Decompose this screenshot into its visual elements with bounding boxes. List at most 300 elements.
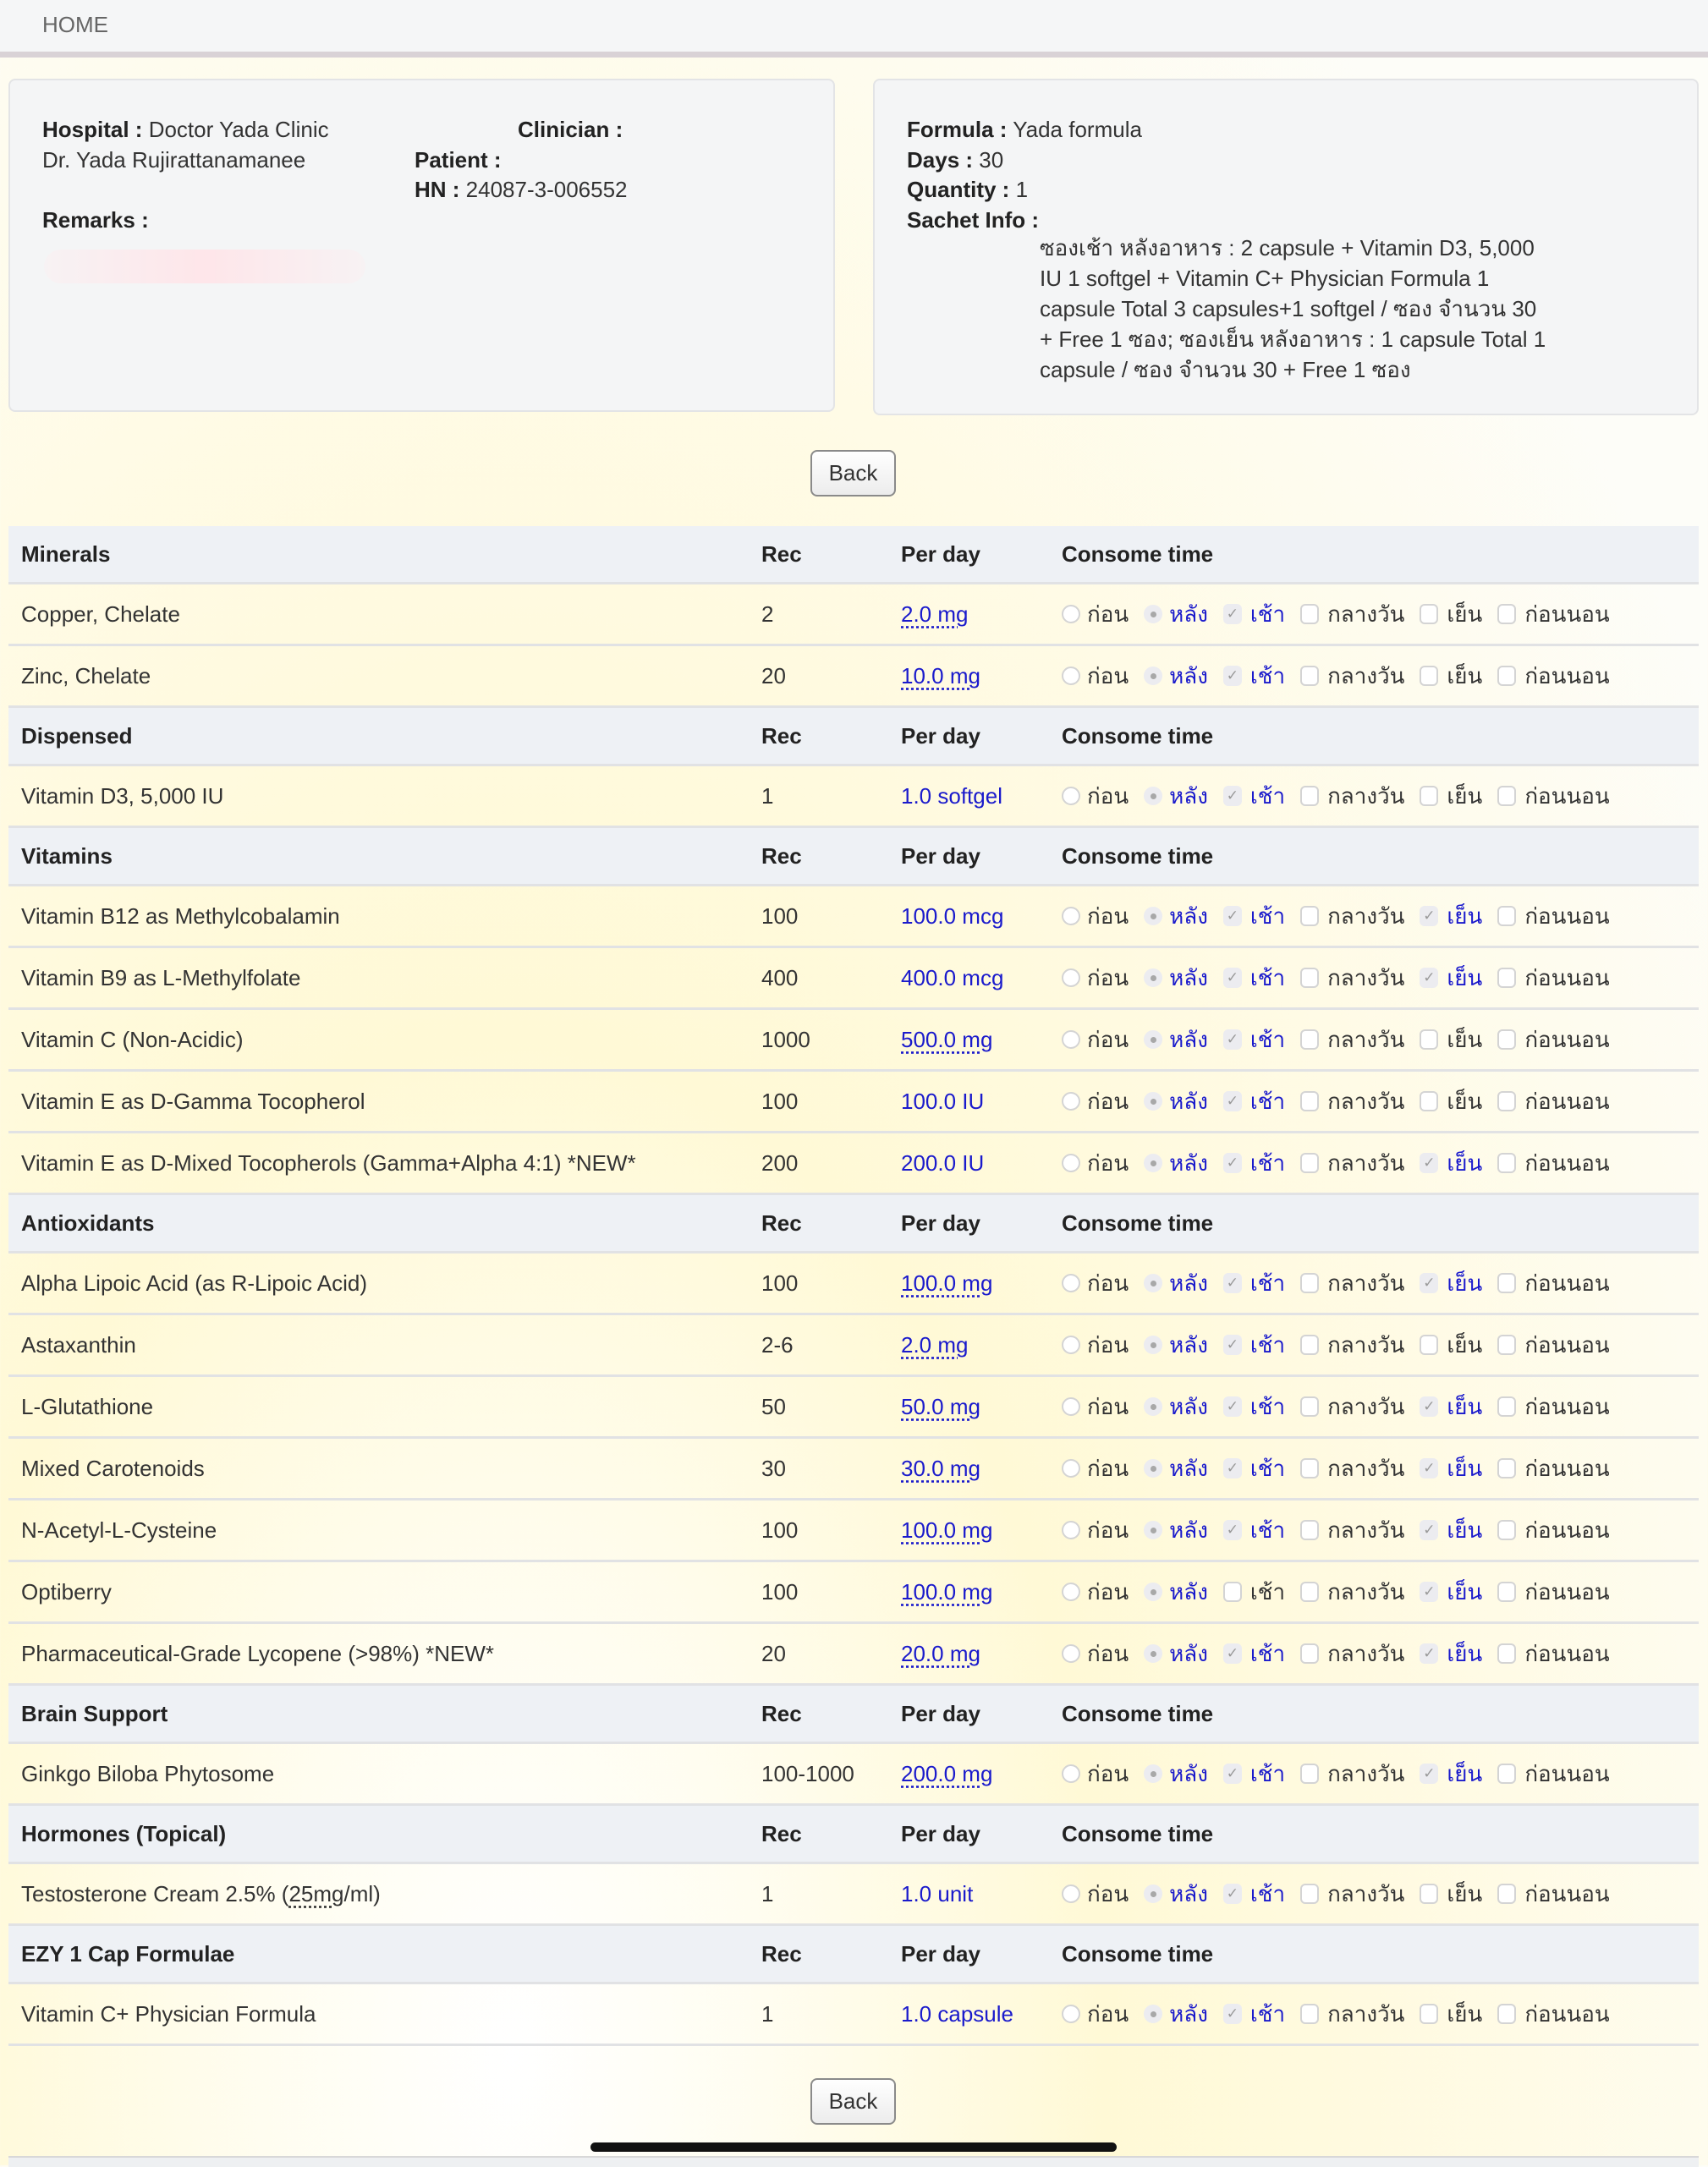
item-name: Copper, Chelate bbox=[8, 584, 761, 645]
option-before[interactable] bbox=[1062, 961, 1129, 996]
checkbox-morning-icon[interactable]: ✓ bbox=[1223, 666, 1242, 686]
radio-after-icon[interactable] bbox=[1144, 1459, 1162, 1478]
home-link[interactable]: HOME bbox=[42, 12, 108, 37]
option-morning[interactable] bbox=[1223, 1637, 1285, 1671]
radio-after-icon[interactable] bbox=[1144, 2005, 1162, 2023]
option-before[interactable] bbox=[1062, 1757, 1129, 1791]
checkbox-noon-icon[interactable] bbox=[1300, 1884, 1319, 1904]
option-evening[interactable] bbox=[1420, 1575, 1482, 1610]
radio-after-icon[interactable] bbox=[1144, 1030, 1162, 1049]
option-bedtime[interactable] bbox=[1497, 1877, 1609, 1912]
option-before[interactable] bbox=[1062, 1451, 1129, 1486]
checkbox-evening-icon[interactable]: ✓ bbox=[1420, 968, 1438, 988]
item-per-day-cell bbox=[901, 1983, 1062, 2045]
option-after[interactable] bbox=[1144, 961, 1208, 996]
option-morning[interactable] bbox=[1223, 1084, 1285, 1119]
option-noon-label: กลางวัน bbox=[1327, 662, 1405, 689]
checkbox-bedtime-icon[interactable] bbox=[1497, 666, 1516, 686]
checkbox-noon-icon[interactable] bbox=[1300, 1091, 1319, 1111]
option-bedtime[interactable] bbox=[1497, 779, 1609, 814]
column-header-rec: Rec bbox=[761, 1805, 901, 1863]
checkbox-bedtime-icon[interactable] bbox=[1497, 1764, 1516, 1784]
checkbox-noon-icon[interactable] bbox=[1300, 604, 1319, 624]
section-header-row bbox=[8, 707, 1699, 765]
section-title: Vitamins bbox=[8, 827, 761, 886]
checkbox-bedtime-icon[interactable] bbox=[1497, 1153, 1516, 1173]
option-morning[interactable] bbox=[1223, 1328, 1285, 1363]
option-after[interactable] bbox=[1144, 1328, 1208, 1363]
option-morning[interactable] bbox=[1223, 1146, 1285, 1181]
option-bedtime[interactable] bbox=[1497, 1997, 1609, 2032]
item-per-day[interactable]: 100.0 mg bbox=[901, 1270, 993, 1296]
checkbox-evening-icon[interactable]: ✓ bbox=[1420, 1396, 1438, 1417]
radio-before-icon[interactable] bbox=[1062, 605, 1080, 623]
option-after[interactable] bbox=[1144, 1146, 1208, 1181]
checkbox-morning-icon[interactable]: ✓ bbox=[1223, 1458, 1242, 1478]
option-after-label: หลัง bbox=[1169, 1880, 1208, 1906]
radio-after-icon[interactable] bbox=[1144, 1274, 1162, 1292]
option-evening[interactable] bbox=[1420, 1146, 1482, 1181]
table-row bbox=[8, 886, 1699, 947]
option-evening-label: เย็น bbox=[1447, 1455, 1483, 1481]
option-noon[interactable] bbox=[1300, 1390, 1404, 1424]
option-noon[interactable] bbox=[1300, 1877, 1404, 1912]
radio-before-icon[interactable] bbox=[1062, 907, 1080, 925]
checkbox-evening-icon[interactable]: ✓ bbox=[1420, 1643, 1438, 1664]
checkbox-evening-icon[interactable] bbox=[1420, 1091, 1438, 1111]
checkbox-morning-icon[interactable]: ✓ bbox=[1223, 1764, 1242, 1784]
option-before[interactable] bbox=[1062, 1513, 1129, 1548]
item-name-prefix: Testosterone Cream 2.5% ( bbox=[21, 1880, 289, 1906]
option-bedtime[interactable] bbox=[1497, 1637, 1609, 1671]
radio-after-icon[interactable] bbox=[1144, 1583, 1162, 1601]
option-noon-label: กลางวัน bbox=[1327, 1088, 1405, 1114]
option-morning[interactable] bbox=[1223, 1266, 1285, 1301]
radio-before-icon[interactable] bbox=[1062, 1336, 1080, 1354]
checkbox-morning-icon[interactable]: ✓ bbox=[1223, 968, 1242, 988]
radio-before-icon[interactable] bbox=[1062, 1154, 1080, 1172]
item-per-day[interactable]: 20.0 mg bbox=[901, 1640, 980, 1666]
option-morning[interactable] bbox=[1223, 1757, 1285, 1791]
radio-after-icon[interactable] bbox=[1144, 1397, 1162, 1416]
checkbox-evening-icon[interactable] bbox=[1420, 2004, 1438, 2024]
option-before[interactable] bbox=[1062, 779, 1129, 814]
checkbox-morning-icon[interactable]: ✓ bbox=[1223, 1396, 1242, 1417]
patient-field bbox=[415, 145, 502, 175]
option-after-label: หลัง bbox=[1169, 662, 1208, 689]
option-before[interactable] bbox=[1062, 597, 1129, 632]
option-noon-label: กลางวัน bbox=[1327, 902, 1405, 929]
option-morning[interactable] bbox=[1223, 1390, 1285, 1424]
radio-after-icon[interactable] bbox=[1144, 1644, 1162, 1663]
checkbox-morning-icon[interactable]: ✓ bbox=[1223, 2004, 1242, 2024]
option-morning-label: เช้า bbox=[1249, 1088, 1286, 1114]
radio-before-icon[interactable] bbox=[1062, 2005, 1080, 2023]
consume-time-options bbox=[1062, 1390, 1699, 1424]
checkbox-bedtime-icon[interactable] bbox=[1497, 1458, 1516, 1478]
checkbox-bedtime-icon[interactable] bbox=[1497, 1029, 1516, 1050]
days-label: Days : bbox=[907, 147, 974, 173]
checkbox-morning-icon[interactable]: ✓ bbox=[1223, 1643, 1242, 1664]
checkbox-noon-icon[interactable] bbox=[1300, 1396, 1319, 1417]
option-noon[interactable] bbox=[1300, 1023, 1404, 1057]
option-bedtime[interactable] bbox=[1497, 1328, 1609, 1363]
column-header-consume-time: Consome time bbox=[1062, 1194, 1699, 1253]
option-bedtime[interactable] bbox=[1497, 1266, 1609, 1301]
option-morning[interactable] bbox=[1223, 899, 1285, 934]
checkbox-noon-icon[interactable] bbox=[1300, 1520, 1319, 1540]
item-per-day-cell bbox=[901, 1561, 1062, 1623]
checkbox-morning-icon[interactable]: ✓ bbox=[1223, 1153, 1242, 1173]
checkbox-bedtime-icon[interactable] bbox=[1497, 1273, 1516, 1293]
checkbox-noon-icon[interactable] bbox=[1300, 1029, 1319, 1050]
option-bedtime[interactable] bbox=[1497, 1451, 1609, 1486]
option-before[interactable] bbox=[1062, 1084, 1129, 1119]
checkbox-morning-icon[interactable] bbox=[1223, 1582, 1242, 1602]
item-consume-time bbox=[1062, 765, 1699, 827]
option-morning[interactable] bbox=[1223, 1575, 1285, 1610]
checkbox-evening-icon[interactable]: ✓ bbox=[1420, 1273, 1438, 1293]
checkbox-evening-icon[interactable] bbox=[1420, 604, 1438, 624]
option-bedtime-label: ก่อนนอน bbox=[1524, 902, 1610, 929]
radio-before-icon[interactable] bbox=[1062, 1583, 1080, 1601]
top-nav-bar bbox=[0, 0, 1708, 58]
checkbox-bedtime-icon[interactable] bbox=[1497, 968, 1516, 988]
option-after[interactable] bbox=[1144, 1513, 1208, 1548]
checkbox-evening-icon[interactable]: ✓ bbox=[1420, 1520, 1438, 1540]
checkbox-evening-icon[interactable] bbox=[1420, 1884, 1438, 1904]
option-before[interactable] bbox=[1062, 1575, 1129, 1610]
option-evening-label: เย็น bbox=[1447, 662, 1483, 689]
option-noon[interactable] bbox=[1300, 659, 1404, 694]
option-bedtime-label: ก่อนนอน bbox=[1524, 1026, 1610, 1052]
item-rec: 100 bbox=[761, 1253, 901, 1314]
option-after[interactable] bbox=[1144, 779, 1208, 814]
option-bedtime[interactable] bbox=[1497, 899, 1609, 934]
checkbox-morning-icon[interactable]: ✓ bbox=[1223, 906, 1242, 926]
checkbox-noon-icon[interactable] bbox=[1300, 1458, 1319, 1478]
checkbox-evening-icon[interactable]: ✓ bbox=[1420, 1764, 1438, 1784]
item-name: Vitamin E as D-Mixed Tocopherols (Gamma+Alpha 4:1) *NEW* bbox=[8, 1133, 761, 1194]
section-title: Antioxidants bbox=[8, 1194, 761, 1253]
option-after[interactable] bbox=[1144, 1575, 1208, 1610]
option-before-label: ก่อน bbox=[1087, 1760, 1129, 1786]
radio-before-icon[interactable] bbox=[1062, 1030, 1080, 1049]
radio-after-icon[interactable] bbox=[1144, 968, 1162, 987]
checkbox-evening-icon[interactable] bbox=[1420, 786, 1438, 806]
radio-before-icon[interactable] bbox=[1062, 1397, 1080, 1416]
option-morning[interactable] bbox=[1223, 1451, 1285, 1486]
option-after[interactable] bbox=[1144, 597, 1208, 632]
option-evening[interactable] bbox=[1420, 1390, 1482, 1424]
checkbox-noon-icon[interactable] bbox=[1300, 2004, 1319, 2024]
option-after[interactable] bbox=[1144, 1637, 1208, 1671]
radio-after-icon[interactable] bbox=[1144, 1884, 1162, 1903]
option-noon[interactable] bbox=[1300, 1575, 1404, 1610]
radio-before-icon[interactable] bbox=[1062, 1764, 1080, 1783]
radio-after-icon[interactable] bbox=[1144, 1764, 1162, 1783]
option-evening[interactable] bbox=[1420, 1513, 1482, 1548]
checkbox-noon-icon[interactable] bbox=[1300, 1153, 1319, 1173]
option-morning[interactable] bbox=[1223, 1023, 1285, 1057]
checkbox-noon-icon[interactable] bbox=[1300, 1273, 1319, 1293]
item-per-day[interactable]: 10.0 mg bbox=[901, 662, 980, 689]
item-name: Vitamin B9 as L-Methylfolate bbox=[8, 947, 761, 1009]
option-before[interactable] bbox=[1062, 899, 1129, 934]
radio-before-icon[interactable] bbox=[1062, 1274, 1080, 1292]
option-before[interactable] bbox=[1062, 1146, 1129, 1181]
option-before[interactable] bbox=[1062, 1390, 1129, 1424]
back-button-top[interactable]: Back bbox=[810, 450, 896, 496]
item-per-day[interactable]: 1.0 softgel bbox=[901, 782, 1002, 809]
option-evening[interactable] bbox=[1420, 1023, 1482, 1057]
option-after[interactable] bbox=[1144, 899, 1208, 934]
option-before[interactable] bbox=[1062, 1997, 1129, 2032]
consume-time-options bbox=[1062, 1513, 1699, 1548]
checkbox-evening-icon[interactable]: ✓ bbox=[1420, 1582, 1438, 1602]
checkbox-morning-icon[interactable]: ✓ bbox=[1223, 1884, 1242, 1904]
option-before[interactable] bbox=[1062, 1328, 1129, 1363]
column-header-rec: Rec bbox=[761, 827, 901, 886]
radio-after-icon[interactable] bbox=[1144, 787, 1162, 805]
sachet-value: ซองเช้า หลังอาหาร : 2 capsule + Vitamin D3, 5,000 IU 1 softgel + Vitamin C+ Physician Formula 1 capsule Total 3 capsules+1 softgel / ซอง จำนวน 30 + Free 1 ซอง; ซองเย็น หลังอาหาร : 1 capsule Total 1 capsule / ซอง จำนวน 30 + Free 1 ซอง bbox=[1040, 235, 1546, 382]
option-after-label: หลัง bbox=[1169, 1149, 1208, 1176]
radio-before-icon[interactable] bbox=[1062, 968, 1080, 987]
radio-after-icon[interactable] bbox=[1144, 1092, 1162, 1111]
option-evening[interactable] bbox=[1420, 659, 1482, 694]
option-bedtime-label: ก่อนนอน bbox=[1524, 1393, 1610, 1419]
option-bedtime[interactable] bbox=[1497, 597, 1609, 632]
option-bedtime[interactable] bbox=[1497, 1757, 1609, 1791]
option-evening[interactable] bbox=[1420, 1997, 1482, 2032]
radio-before-icon[interactable] bbox=[1062, 1521, 1080, 1539]
item-consume-time bbox=[1062, 1743, 1699, 1805]
radio-after-icon[interactable] bbox=[1144, 1521, 1162, 1539]
option-bedtime[interactable] bbox=[1497, 1513, 1609, 1548]
option-morning[interactable] bbox=[1223, 1997, 1285, 2032]
radio-after-icon[interactable] bbox=[1144, 1336, 1162, 1354]
option-before[interactable] bbox=[1062, 1266, 1129, 1301]
checkbox-morning-icon[interactable]: ✓ bbox=[1223, 604, 1242, 624]
option-evening[interactable] bbox=[1420, 1084, 1482, 1119]
radio-after-icon[interactable] bbox=[1144, 907, 1162, 925]
option-after[interactable] bbox=[1144, 1023, 1208, 1057]
option-morning[interactable] bbox=[1223, 779, 1285, 814]
radio-before-icon[interactable] bbox=[1062, 667, 1080, 685]
item-per-day[interactable]: 500.0 mg bbox=[901, 1026, 993, 1052]
quantity-field bbox=[907, 174, 1028, 205]
column-header-rec: Rec bbox=[761, 707, 901, 765]
item-per-day[interactable]: 50.0 mg bbox=[901, 1393, 980, 1419]
item-per-day[interactable]: 1.0 unit bbox=[901, 1880, 974, 1906]
item-per-day[interactable]: 30.0 mg bbox=[901, 1455, 980, 1481]
option-morning[interactable] bbox=[1223, 597, 1285, 632]
option-after[interactable] bbox=[1144, 1757, 1208, 1791]
item-per-day[interactable]: 100.0 mg bbox=[901, 1578, 993, 1605]
item-rec: 30 bbox=[761, 1438, 901, 1500]
option-before[interactable] bbox=[1062, 1877, 1129, 1912]
checkbox-morning-icon[interactable]: ✓ bbox=[1223, 1520, 1242, 1540]
checkbox-evening-icon[interactable] bbox=[1420, 666, 1438, 686]
checkbox-evening-icon[interactable]: ✓ bbox=[1420, 1458, 1438, 1478]
checkbox-bedtime-icon[interactable] bbox=[1497, 1091, 1516, 1111]
item-per-day[interactable]: 100.0 mg bbox=[901, 1517, 993, 1543]
table-row bbox=[8, 645, 1699, 707]
checkbox-noon-icon[interactable] bbox=[1300, 968, 1319, 988]
option-morning-label: เช้า bbox=[1249, 601, 1286, 627]
checkbox-evening-icon[interactable] bbox=[1420, 1335, 1438, 1355]
option-after[interactable] bbox=[1144, 1390, 1208, 1424]
option-noon[interactable] bbox=[1300, 1084, 1404, 1119]
option-morning[interactable] bbox=[1223, 961, 1285, 996]
option-bedtime[interactable] bbox=[1497, 659, 1609, 694]
checkbox-evening-icon[interactable]: ✓ bbox=[1420, 1153, 1438, 1173]
checkbox-bedtime-icon[interactable] bbox=[1497, 786, 1516, 806]
sachet-label: Sachet Info : bbox=[907, 207, 1040, 233]
option-morning-label: เช้า bbox=[1249, 1760, 1286, 1786]
option-morning[interactable] bbox=[1223, 1877, 1285, 1912]
option-after[interactable] bbox=[1144, 1266, 1208, 1301]
radio-before-icon[interactable] bbox=[1062, 787, 1080, 805]
item-rec: 1 bbox=[761, 1863, 901, 1925]
option-morning[interactable] bbox=[1223, 1513, 1285, 1548]
item-name: Zinc, Chelate bbox=[8, 645, 761, 707]
option-evening[interactable] bbox=[1420, 597, 1482, 632]
option-noon[interactable] bbox=[1300, 1266, 1404, 1301]
radio-after-icon[interactable] bbox=[1144, 605, 1162, 623]
option-bedtime[interactable] bbox=[1497, 1575, 1609, 1610]
option-noon[interactable] bbox=[1300, 961, 1404, 996]
option-evening[interactable] bbox=[1420, 1637, 1482, 1671]
item-per-day[interactable]: 2.0 mg bbox=[901, 601, 969, 627]
radio-after-icon[interactable] bbox=[1144, 667, 1162, 685]
option-noon[interactable] bbox=[1300, 899, 1404, 934]
checkbox-noon-icon[interactable] bbox=[1300, 1582, 1319, 1602]
option-noon[interactable] bbox=[1300, 1451, 1404, 1486]
item-consume-time bbox=[1062, 1376, 1699, 1438]
checkbox-noon-icon[interactable] bbox=[1300, 786, 1319, 806]
option-bedtime[interactable] bbox=[1497, 1146, 1609, 1181]
item-per-day[interactable]: 1.0 capsule bbox=[901, 2000, 1013, 2027]
option-noon[interactable] bbox=[1300, 1513, 1404, 1548]
option-after[interactable] bbox=[1144, 1877, 1208, 1912]
item-per-day[interactable]: 200.0 mg bbox=[901, 1760, 993, 1786]
checkbox-noon-icon[interactable] bbox=[1300, 906, 1319, 926]
option-after[interactable] bbox=[1144, 1997, 1208, 2032]
option-morning[interactable] bbox=[1223, 659, 1285, 694]
option-evening[interactable] bbox=[1420, 779, 1482, 814]
checkbox-bedtime-icon[interactable] bbox=[1497, 1520, 1516, 1540]
item-name: Vitamin C (Non-Acidic) bbox=[8, 1009, 761, 1071]
option-evening-label: เย็น bbox=[1447, 1088, 1483, 1114]
option-noon[interactable] bbox=[1300, 1146, 1404, 1181]
back-button-bottom[interactable]: Back bbox=[810, 2078, 896, 2125]
option-evening[interactable] bbox=[1420, 1877, 1482, 1912]
item-per-day[interactable]: 2.0 mg bbox=[901, 1331, 969, 1358]
checkbox-bedtime-icon[interactable] bbox=[1497, 1643, 1516, 1664]
option-before[interactable] bbox=[1062, 1637, 1129, 1671]
item-per-day[interactable]: 100.0 mcg bbox=[901, 902, 1004, 929]
option-bedtime[interactable] bbox=[1497, 1390, 1609, 1424]
checkbox-bedtime-icon[interactable] bbox=[1497, 604, 1516, 624]
option-noon[interactable] bbox=[1300, 597, 1404, 632]
column-header-consume-time: Consome time bbox=[1062, 1685, 1699, 1743]
checkbox-noon-icon[interactable] bbox=[1300, 1335, 1319, 1355]
checkbox-morning-icon[interactable]: ✓ bbox=[1223, 786, 1242, 806]
item-per-day-cell bbox=[901, 1133, 1062, 1194]
option-evening[interactable] bbox=[1420, 1757, 1482, 1791]
radio-before-icon[interactable] bbox=[1062, 1092, 1080, 1111]
option-bedtime[interactable] bbox=[1497, 1023, 1609, 1057]
item-consume-time bbox=[1062, 584, 1699, 645]
checkbox-morning-icon[interactable]: ✓ bbox=[1223, 1029, 1242, 1050]
option-after-label: หลัง bbox=[1169, 1331, 1208, 1358]
checkbox-morning-icon[interactable]: ✓ bbox=[1223, 1335, 1242, 1355]
option-after[interactable] bbox=[1144, 659, 1208, 694]
checkbox-bedtime-icon[interactable] bbox=[1497, 1396, 1516, 1417]
consume-time-options bbox=[1062, 1451, 1699, 1486]
radio-before-icon[interactable] bbox=[1062, 1644, 1080, 1663]
radio-before-icon[interactable] bbox=[1062, 1459, 1080, 1478]
column-header-rec: Rec bbox=[761, 1194, 901, 1253]
radio-after-icon[interactable] bbox=[1144, 1154, 1162, 1172]
option-after[interactable] bbox=[1144, 1451, 1208, 1486]
option-morning-label: เช้า bbox=[1249, 1880, 1286, 1906]
checkbox-noon-icon[interactable] bbox=[1300, 1764, 1319, 1784]
radio-before-icon[interactable] bbox=[1062, 1884, 1080, 1903]
table-row bbox=[8, 584, 1699, 645]
option-after-label: หลัง bbox=[1169, 1578, 1208, 1605]
checkbox-evening-icon[interactable] bbox=[1420, 1029, 1438, 1050]
option-evening[interactable] bbox=[1420, 1328, 1482, 1363]
item-per-day[interactable]: 400.0 mcg bbox=[901, 964, 1004, 990]
checkbox-bedtime-icon[interactable] bbox=[1497, 1582, 1516, 1602]
checkbox-morning-icon[interactable]: ✓ bbox=[1223, 1273, 1242, 1293]
option-evening[interactable] bbox=[1420, 1451, 1482, 1486]
option-noon[interactable] bbox=[1300, 779, 1404, 814]
option-noon[interactable] bbox=[1300, 1328, 1404, 1363]
option-evening[interactable] bbox=[1420, 899, 1482, 934]
consume-time-options bbox=[1062, 659, 1699, 694]
checkbox-morning-icon[interactable]: ✓ bbox=[1223, 1091, 1242, 1111]
option-noon[interactable] bbox=[1300, 1757, 1404, 1791]
option-bedtime[interactable] bbox=[1497, 1084, 1609, 1119]
checkbox-bedtime-icon[interactable] bbox=[1497, 2004, 1516, 2024]
item-per-day-cell bbox=[901, 1863, 1062, 1925]
checkbox-noon-icon[interactable] bbox=[1300, 1643, 1319, 1664]
section-header-row bbox=[8, 1194, 1699, 1253]
option-evening[interactable] bbox=[1420, 961, 1482, 996]
option-before[interactable] bbox=[1062, 659, 1129, 694]
checkbox-bedtime-icon[interactable] bbox=[1497, 1884, 1516, 1904]
option-bedtime[interactable] bbox=[1497, 961, 1609, 996]
option-evening[interactable] bbox=[1420, 1266, 1482, 1301]
item-name-abbr: 25mg bbox=[288, 1880, 344, 1906]
option-noon[interactable] bbox=[1300, 1997, 1404, 2032]
item-per-day-cell bbox=[901, 1376, 1062, 1438]
checkbox-bedtime-icon[interactable] bbox=[1497, 906, 1516, 926]
remarks-label: Remarks : bbox=[42, 207, 149, 233]
option-noon[interactable] bbox=[1300, 1637, 1404, 1671]
item-per-day[interactable]: 200.0 IU bbox=[901, 1149, 985, 1176]
column-header-per-day: Per day bbox=[901, 526, 1062, 584]
checkbox-noon-icon[interactable] bbox=[1300, 666, 1319, 686]
option-before[interactable] bbox=[1062, 1023, 1129, 1057]
checkbox-evening-icon[interactable]: ✓ bbox=[1420, 906, 1438, 926]
option-after[interactable] bbox=[1144, 1084, 1208, 1119]
checkbox-bedtime-icon[interactable] bbox=[1497, 1335, 1516, 1355]
item-per-day[interactable]: 100.0 IU bbox=[901, 1088, 985, 1114]
